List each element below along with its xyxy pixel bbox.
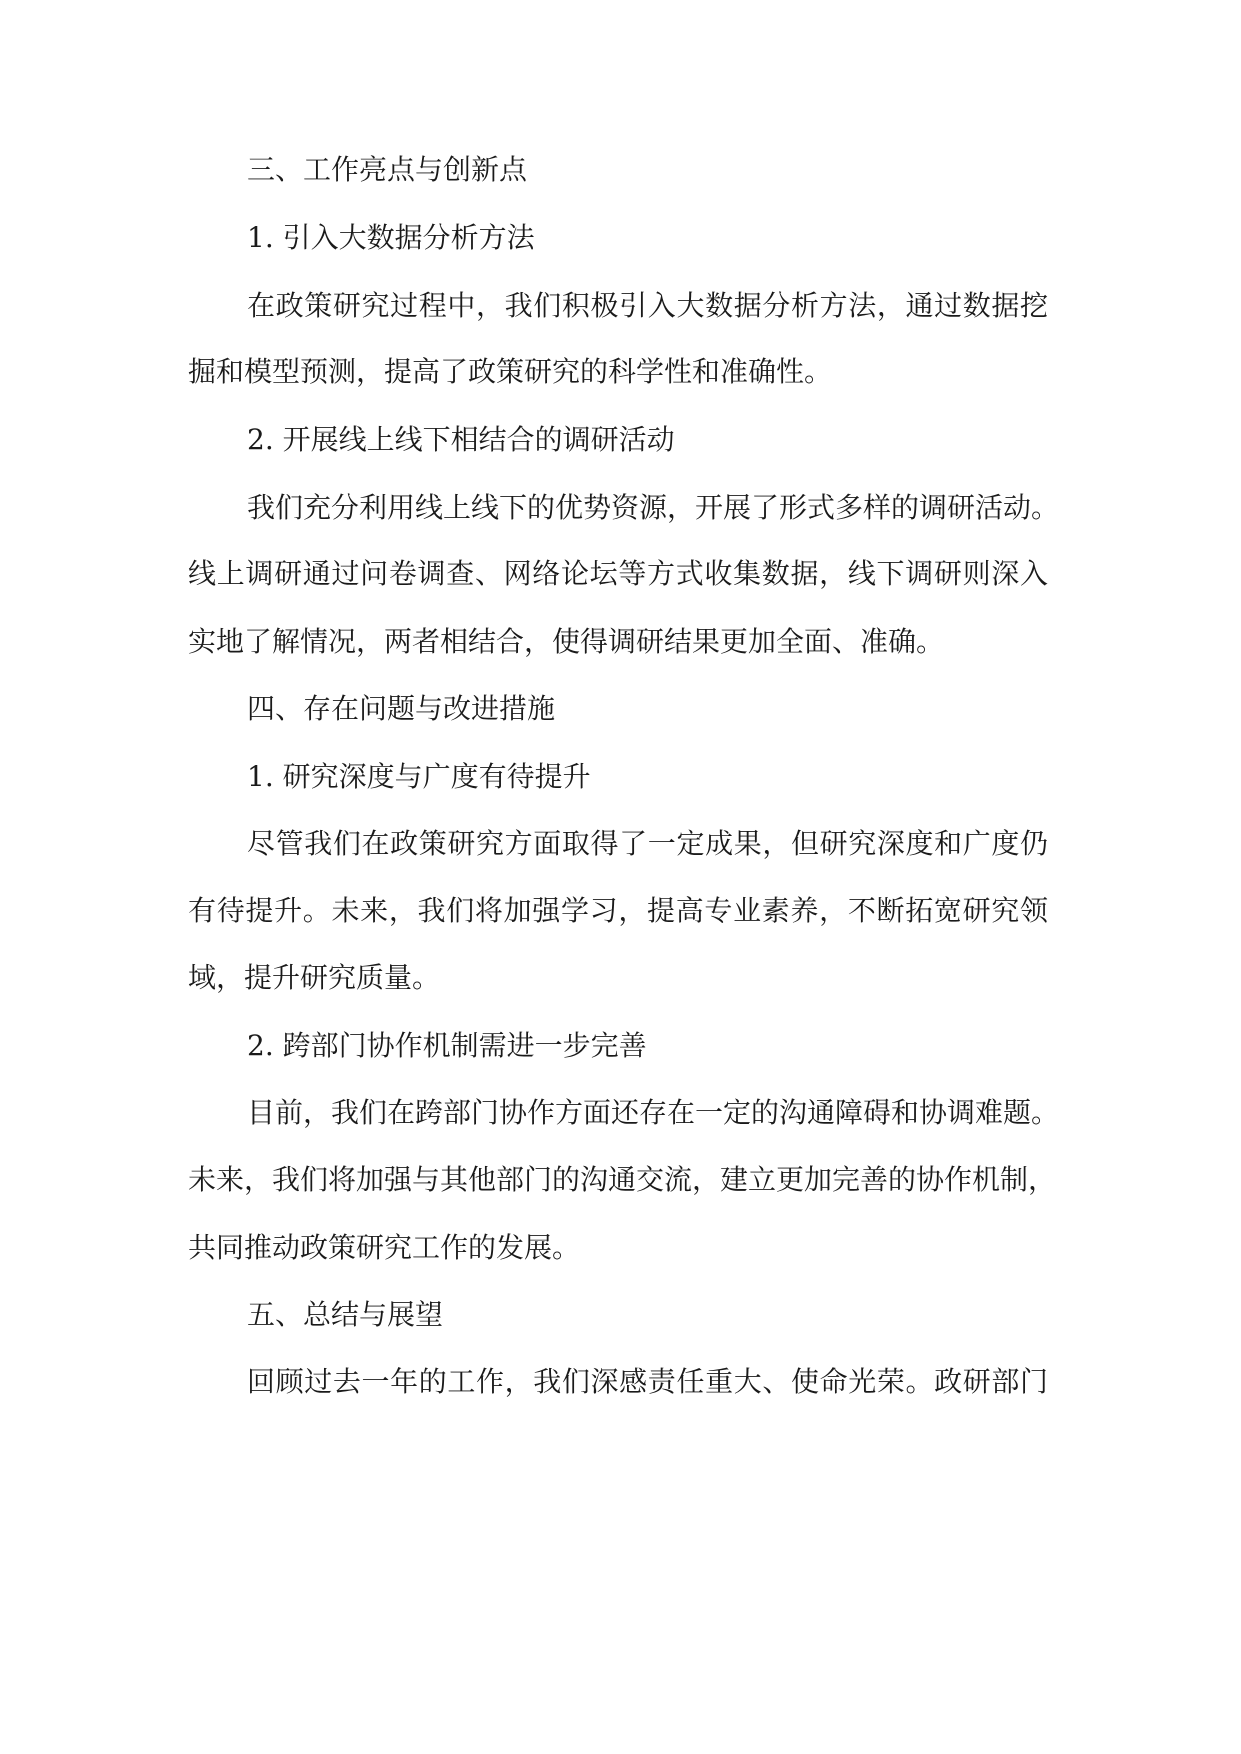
paragraph-line: 线上调研通过问卷调查、网络论坛等方式收集数据，线下调研则深入 [188,557,1048,590]
subheading-3-2: 2. 开展线上线下相结合的调研活动 [247,423,675,456]
paragraph-line: 有待提升。未来，我们将加强学习，提高专业素养，不断拓宽研究领 [188,894,1048,927]
paragraph-line: 回顾过去一年的工作，我们深感责任重大、使命光荣。政研部门 [247,1365,1048,1398]
paragraph-line: 实地了解情况，两者相结合，使得调研结果更加全面、准确。 [188,625,945,658]
section-heading-3: 三、工作亮点与创新点 [247,153,528,186]
paragraph-line: 共同推动政策研究工作的发展。 [188,1231,581,1264]
paragraph-line: 掘和模型预测，提高了政策研究的科学性和准确性。 [188,355,833,388]
subheading-4-1: 1. 研究深度与广度有待提升 [247,760,591,793]
section-heading-5: 五、总结与展望 [247,1298,444,1331]
paragraph-line: 未来，我们将加强与其他部门的沟通交流，建立更加完善的协作机制， [188,1163,1057,1196]
section-heading-4: 四、存在问题与改进措施 [247,692,556,725]
paragraph-line: 尽管我们在政策研究方面取得了一定成果，但研究深度和广度仍 [247,827,1048,860]
subheading-3-1: 1. 引入大数据分析方法 [247,221,535,254]
subheading-4-2: 2. 跨部门协作机制需进一步完善 [247,1029,647,1062]
paragraph-line: 我们充分利用线上线下的优势资源，开展了形式多样的调研活动。 [247,491,1060,524]
paragraph-line: 在政策研究过程中，我们积极引入大数据分析方法，通过数据挖 [247,289,1048,322]
paragraph-line: 域，提升研究质量。 [188,961,441,994]
paragraph-line: 目前，我们在跨部门协作方面还存在一定的沟通障碍和协调难题。 [247,1096,1060,1129]
